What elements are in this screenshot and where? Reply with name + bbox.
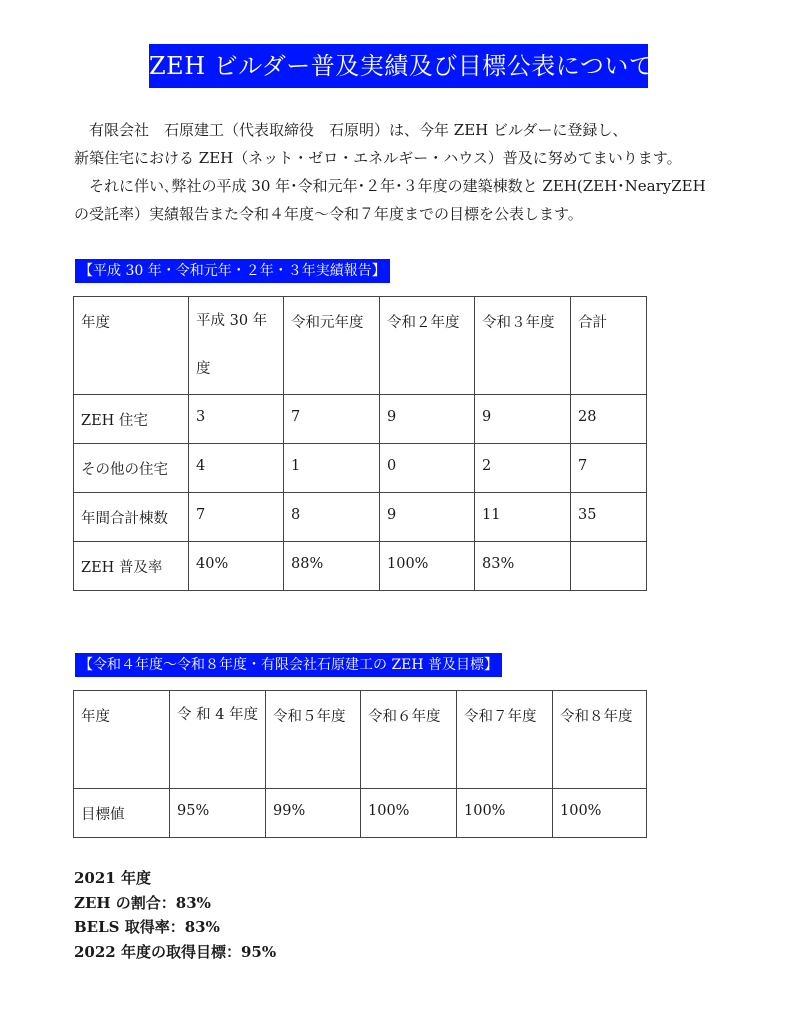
- table-cell: 4: [189, 444, 284, 493]
- table-cell: 100%: [553, 789, 647, 838]
- table-cell: 28: [571, 395, 647, 444]
- table-cell: 95%: [170, 789, 266, 838]
- header-cell: 令和元年度: [284, 297, 380, 395]
- table-cell: [571, 542, 647, 591]
- intro-line: の受託率）実績報告また令和４年度～令和７年度までの目標を公表します。: [74, 205, 583, 223]
- table-cell: 8: [284, 493, 380, 542]
- header-cell: 令和５年度: [266, 691, 361, 789]
- table-cell: 0: [380, 444, 475, 493]
- intro-text: [74, 116, 754, 228]
- table-cell: 7: [284, 395, 380, 444]
- table-cell: 9: [380, 493, 475, 542]
- table-cell: 99%: [266, 789, 361, 838]
- table-cell: 年間合計棟数: [74, 493, 189, 542]
- table-header-row: [74, 297, 647, 395]
- summary-block: [74, 866, 276, 964]
- header-cell: 令和７年度: [457, 691, 553, 789]
- table-cell: ZEH 普及率: [74, 542, 189, 591]
- table-cell: 100%: [457, 789, 553, 838]
- table-cell: 2: [475, 444, 571, 493]
- table-header-row: [74, 691, 647, 789]
- header-cell: 合計: [571, 297, 647, 395]
- header-cell: 平成 30 年度: [189, 297, 284, 395]
- table-cell: 100%: [380, 542, 475, 591]
- targets-heading: 【令和４年度～令和８年度・有限会社石原建工の ZEH 普及目標】: [75, 653, 502, 677]
- report-heading: 【平成 30 年・令和元年・２年・３年実績報告】: [75, 259, 390, 283]
- table-row: [74, 395, 647, 444]
- summary-target-2022: 2022 年度の取得目標：95%: [74, 942, 277, 961]
- table-cell: 1: [284, 444, 380, 493]
- intro-line: 有限会社 石原建工（代表取締役 石原明）は、今年 ZEH ビルダーに登録し、: [74, 121, 628, 139]
- header-cell: 年度: [74, 691, 170, 789]
- table-cell: 7: [571, 444, 647, 493]
- table-row: [74, 493, 647, 542]
- table-cell: 83%: [475, 542, 571, 591]
- header-cell: 令和３年度: [475, 297, 571, 395]
- table-cell: 40%: [189, 542, 284, 591]
- table-cell: ZEH 住宅: [74, 395, 189, 444]
- intro-line: それに伴い､弊社の平成 30 年･令和元年･２年･３年度の建築棟数と ZEH(ZEH･NearyZEH: [74, 177, 706, 195]
- table-row: [74, 542, 647, 591]
- table-cell: 7: [189, 493, 284, 542]
- summary-zeh-ratio: ZEH の割合：83%: [74, 893, 211, 912]
- page-title: ZEH ビルダー普及実績及び目標公表について: [149, 44, 648, 88]
- table-cell: 88%: [284, 542, 380, 591]
- header-cell: 令和２年度: [380, 297, 475, 395]
- table-cell: 100%: [361, 789, 457, 838]
- header-cell: 令和８年度: [553, 691, 647, 789]
- table-cell: 目標値: [74, 789, 170, 838]
- table-cell: 9: [475, 395, 571, 444]
- table-cell: 9: [380, 395, 475, 444]
- table-cell: 3: [189, 395, 284, 444]
- header-cell: 年度: [74, 297, 189, 395]
- summary-bels-rate: BELS 取得率：83%: [74, 918, 220, 936]
- targets-table: [73, 690, 647, 838]
- report-table: [73, 296, 647, 591]
- table-cell: 11: [475, 493, 571, 542]
- table-cell: その他の住宅: [74, 444, 189, 493]
- header-cell: 令 和 4 年度: [170, 691, 266, 789]
- summary-year: 2021 年度: [74, 869, 151, 887]
- table-row: [74, 444, 647, 493]
- intro-line: 新築住宅における ZEH（ネット・ゼロ・エネルギー・ハウス）普及に努めてまいります。: [74, 149, 682, 167]
- table-row: [74, 789, 647, 838]
- table-cell: 35: [571, 493, 647, 542]
- header-cell: 令和６年度: [361, 691, 457, 789]
